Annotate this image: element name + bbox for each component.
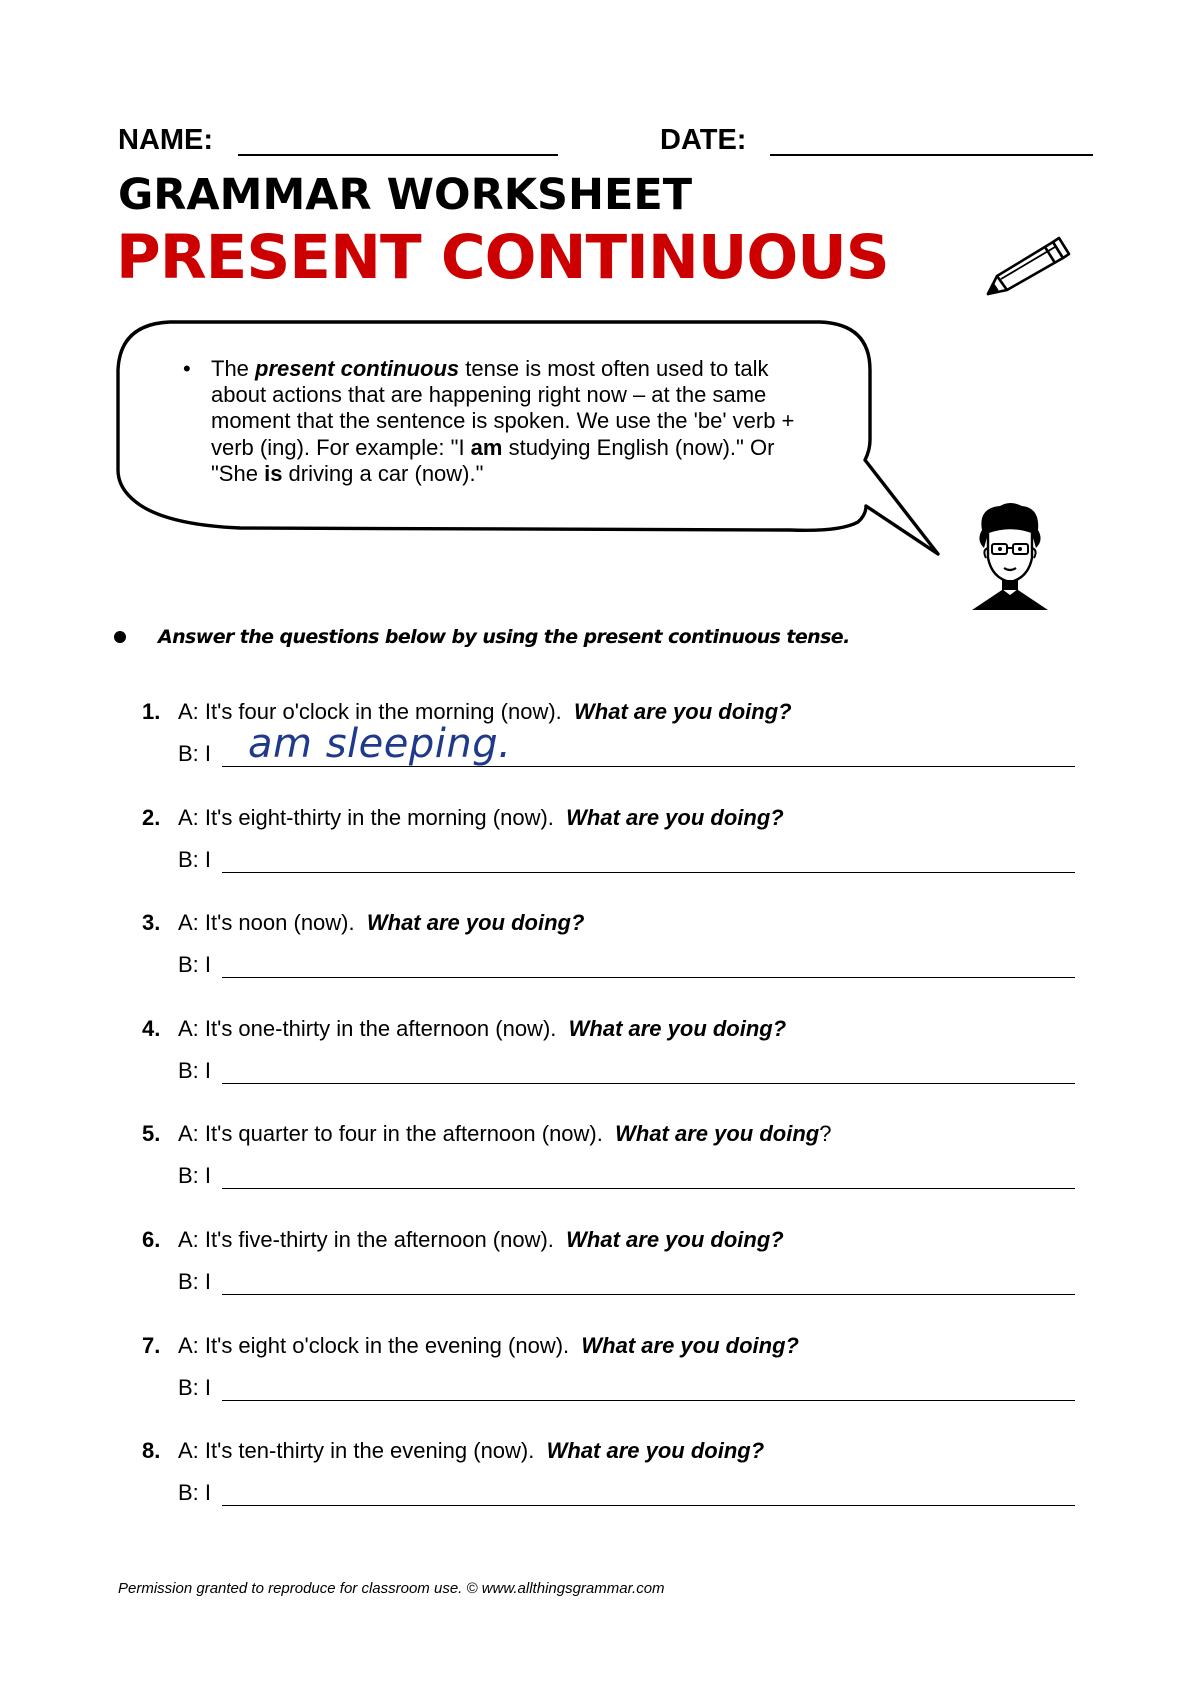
question-item [0, 1226, 1200, 1326]
question-prompt [178, 1015, 786, 1043]
prompt-question: What are you doing [615, 1121, 820, 1147]
question-number: 7. [142, 1332, 161, 1358]
date-label: DATE: [660, 124, 747, 156]
prompt-question: What are you doing? [568, 1015, 787, 1041]
question-prompt [178, 1332, 799, 1360]
question-number: 5. [142, 1121, 161, 1147]
question-item [0, 698, 1200, 798]
worksheet-title: GRAMMAR WORKSHEET [118, 170, 693, 220]
question-prompt [178, 804, 784, 832]
prompt-question: What are you doing? [566, 804, 784, 830]
name-label: NAME: [118, 124, 214, 156]
answer-line[interactable] [222, 872, 1075, 873]
question-number: 1. [142, 699, 161, 724]
answer-prefix: B: I [178, 846, 212, 872]
answer-line[interactable] [222, 1294, 1075, 1295]
prompt-question: What are you doing? [566, 1227, 784, 1252]
prompt-statement: A: It's eight-thirty in the morning (now). [178, 804, 554, 830]
answer-line[interactable] [222, 1188, 1075, 1189]
pencil-icon [985, 232, 1071, 300]
question-item [0, 804, 1200, 904]
answer-line[interactable] [222, 977, 1075, 978]
question-item [0, 1437, 1200, 1537]
question-number: 8. [142, 1438, 161, 1464]
bullet-icon [114, 631, 126, 643]
question-number: 4. [142, 1015, 161, 1041]
question-prompt [178, 1120, 831, 1148]
question-number: 6. [142, 1227, 161, 1252]
answer-prefix: B: I [178, 741, 212, 766]
prompt-statement: A: It's four o'clock in the morning (now). [178, 699, 562, 724]
answer-prefix: B: I [178, 1057, 212, 1083]
instruction: Answer the questions below by using the present continuous tense. [110, 624, 850, 650]
answer-line[interactable] [222, 1083, 1075, 1084]
prompt-statement: A: It's eight o'clock in the evening (now). [178, 1332, 570, 1358]
answer-prefix: B: I [178, 1163, 212, 1189]
handwritten-answer[interactable]: am sleeping. [248, 721, 512, 767]
bullet-icon: • [183, 356, 191, 381]
prompt-question: What are you doing? [574, 699, 792, 724]
prompt-statement: A: It's noon (now). [178, 910, 355, 936]
question-number: 3. [142, 910, 161, 936]
question-item [0, 1332, 1200, 1432]
prompt-statement: A: It's one-thirty in the afternoon (now). [178, 1015, 557, 1041]
prompt-statement: A: It's ten-thirty in the evening (now). [178, 1438, 535, 1464]
answer-prefix: B: I [178, 1269, 212, 1294]
question-prompt [178, 1226, 784, 1254]
question-prompt [178, 1437, 764, 1465]
question-item [0, 909, 1200, 1009]
question-item [0, 1120, 1200, 1220]
topic-title: PRESENT CONTINUOUS [116, 222, 889, 293]
prompt-question: What are you doing? [546, 1438, 765, 1464]
answer-prefix: B: I [178, 952, 212, 978]
answer-prefix: B: I [178, 1480, 212, 1506]
copyright-footer: Permission granted to reproduce for classroom use. © www.allthingsgrammar.com [118, 1580, 665, 1597]
question-item [0, 1015, 1200, 1115]
teacher-illustration [948, 500, 1068, 612]
question-number: 2. [142, 804, 161, 830]
answer-prefix: B: I [178, 1374, 212, 1400]
prompt-question: What are you doing? [581, 1332, 799, 1358]
prompt-statement: A: It's quarter to four in the afternoon (now). [178, 1121, 603, 1147]
name-field[interactable] [238, 154, 558, 156]
date-field[interactable] [770, 154, 1093, 156]
answer-line[interactable] [222, 1505, 1075, 1506]
answer-line[interactable] [222, 1400, 1075, 1401]
grammar-explanation: • The present continuous tense is most often used to talk about actions that are happening right now – at the same moment that the sentence is spoken. We use the 'be' verb + verb (ing). For example: "I am studying English (now)." Or "She is driving a car (now)." [183, 356, 795, 486]
prompt-tail: ? [819, 1121, 832, 1147]
prompt-question: What are you doing? [366, 910, 585, 936]
question-prompt [178, 909, 584, 937]
prompt-statement: A: It's five-thirty in the afternoon (now). [178, 1227, 554, 1252]
